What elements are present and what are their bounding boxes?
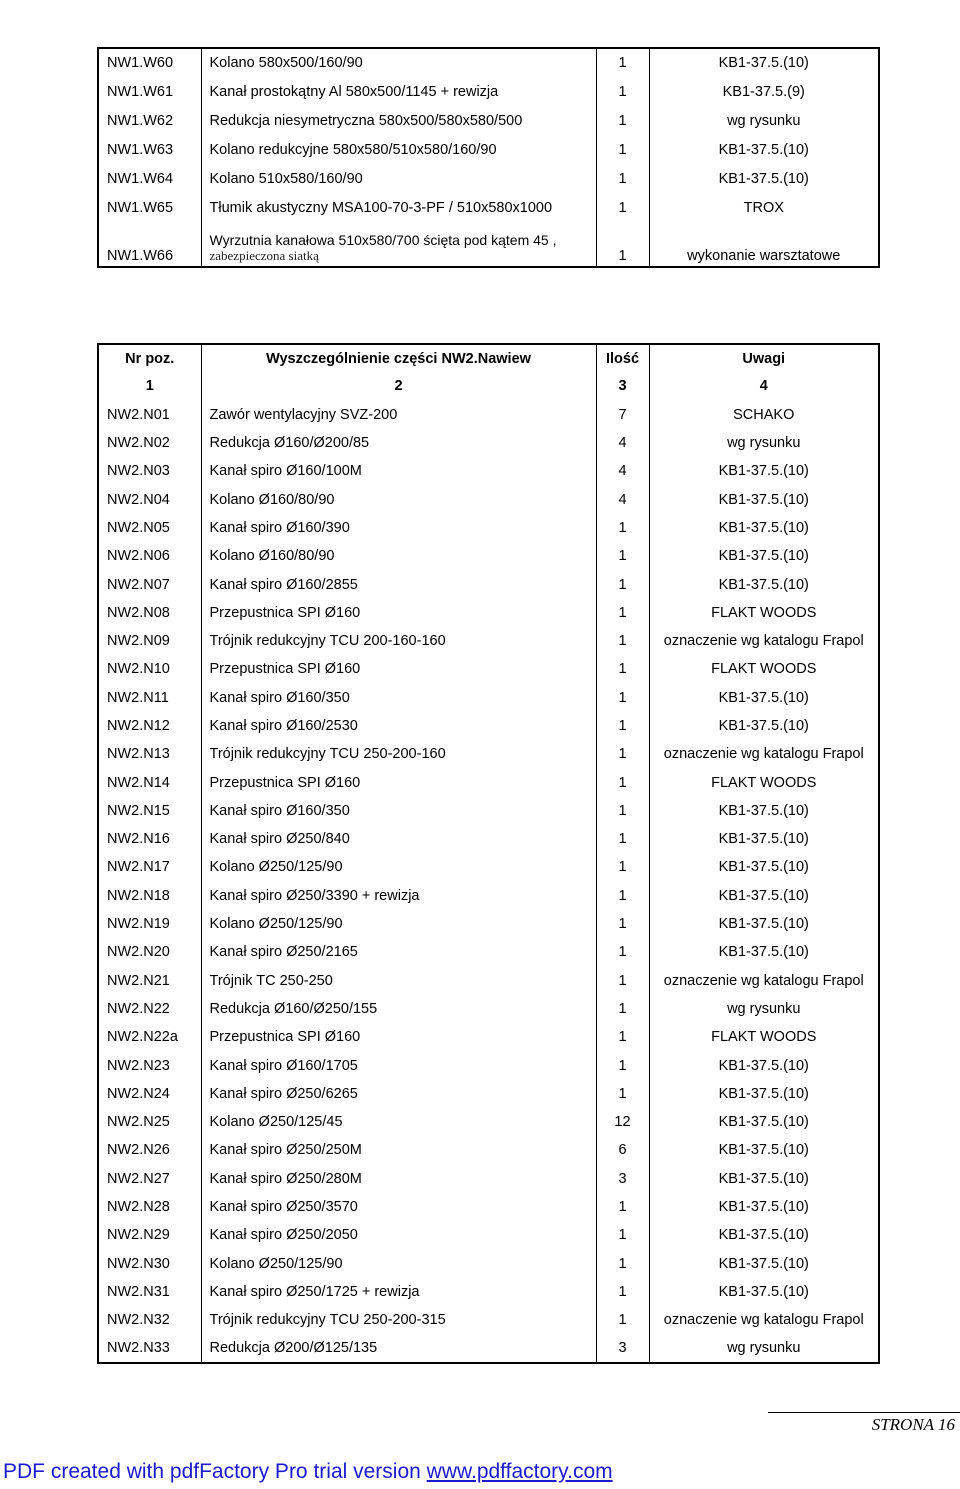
cell-nr: NW2.N32 <box>98 1306 201 1334</box>
cell-note: TROX <box>649 193 879 222</box>
cell-nr: NW2.N06 <box>98 542 201 570</box>
cell-nr: NW2.N31 <box>98 1278 201 1306</box>
cell-nr: NW2.N21 <box>98 967 201 995</box>
cell-note: KB1-37.5.(10) <box>649 1108 879 1136</box>
cell-note: KB1-37.5.(10) <box>649 1165 879 1193</box>
cell-nr: NW2.N01 <box>98 401 201 429</box>
cell-desc: Kanał spiro Ø160/2855 <box>201 570 596 598</box>
cell-note: FLAKT WOODS <box>649 1023 879 1051</box>
cell-qty: 3 <box>596 1334 649 1362</box>
cell-qty: 1 <box>596 712 649 740</box>
cell-nr: NW2.N19 <box>98 910 201 938</box>
cell-desc: Redukcja niesymetryczna 580x500/580x580/500 <box>201 106 596 135</box>
cell-note: KB1-37.5.(10) <box>649 882 879 910</box>
cell-qty: 1 <box>596 967 649 995</box>
cell-note: KB1-37.5.(10) <box>649 1136 879 1164</box>
cell-desc: Kolano Ø250/125/90 <box>201 910 596 938</box>
cell-desc: Kanał spiro Ø250/250M <box>201 1136 596 1164</box>
cell-qty: 1 <box>596 106 649 135</box>
colnum-1: 1 <box>98 372 201 400</box>
cell-nr: NW2.N20 <box>98 938 201 966</box>
cell-nr: NW2.N05 <box>98 514 201 542</box>
cell-nr: NW2.N28 <box>98 1193 201 1221</box>
cell-qty: 1 <box>596 627 649 655</box>
table-row <box>98 1136 879 1164</box>
cell-desc: Przepustnica SPI Ø160 <box>201 599 596 627</box>
cell-note: KB1-37.5.(10) <box>649 514 879 542</box>
cell-desc <box>201 222 596 267</box>
cell-note: KB1-37.5.(10) <box>649 825 879 853</box>
cell-note: FLAKT WOODS <box>649 655 879 683</box>
cell-qty: 1 <box>596 684 649 712</box>
cell-note: KB1-37.5.(10) <box>649 797 879 825</box>
cell-desc: Kolano Ø250/125/90 <box>201 1250 596 1278</box>
cell-desc: Kanał spiro Ø160/350 <box>201 797 596 825</box>
cell-nr: NW2.N13 <box>98 740 201 768</box>
cell-nr: NW2.N12 <box>98 712 201 740</box>
cell-nr: NW2.N23 <box>98 1051 201 1079</box>
page-number: STRONA 16 <box>871 1415 955 1434</box>
cell-qty: 1 <box>596 1221 649 1249</box>
header-qty: Ilość <box>596 344 649 372</box>
cell-note: KB1-37.5.(10) <box>649 1080 879 1108</box>
table-row <box>98 825 879 853</box>
cell-note: KB1-37.5.(10) <box>649 1278 879 1306</box>
table-header-row <box>98 344 879 372</box>
cell-nr: NW2.N24 <box>98 1080 201 1108</box>
cell-desc: Tłumik akustyczny MSA100-70-3-PF / 510x580x1000 <box>201 193 596 222</box>
cell-qty: 1 <box>596 222 649 267</box>
cell-qty: 4 <box>596 457 649 485</box>
cell-desc: Przepustnica SPI Ø160 <box>201 1023 596 1051</box>
cell-qty: 1 <box>596 1193 649 1221</box>
cell-nr: NW2.N02 <box>98 429 201 457</box>
cell-qty: 1 <box>596 1051 649 1079</box>
cell-note: wg rysunku <box>649 1334 879 1362</box>
cell-note: wykonanie warsztatowe <box>649 222 879 267</box>
cell-desc: Kanał spiro Ø160/350 <box>201 684 596 712</box>
cell-nr: NW2.N22a <box>98 1023 201 1051</box>
table-row <box>98 222 879 267</box>
cell-desc: Kanał spiro Ø160/390 <box>201 514 596 542</box>
cell-qty: 1 <box>596 1080 649 1108</box>
cell-nr: NW2.N30 <box>98 1250 201 1278</box>
table-row <box>98 1334 879 1362</box>
cell-qty: 1 <box>596 995 649 1023</box>
cell-qty: 1 <box>596 655 649 683</box>
table-row <box>98 797 879 825</box>
cell-nr: NW2.N04 <box>98 485 201 513</box>
cell-note: KB1-37.5.(10) <box>649 164 879 193</box>
table-row <box>98 882 879 910</box>
cell-note: KB1-37.5.(10) <box>649 853 879 881</box>
cell-desc: Kanał prostokątny Al 580x500/1145 + rewizja <box>201 77 596 106</box>
cell-nr: NW2.N26 <box>98 1136 201 1164</box>
table-row <box>98 1306 879 1334</box>
cell-qty: 4 <box>596 485 649 513</box>
cell-qty: 1 <box>596 797 649 825</box>
cell-desc: Trójnik TC 250-250 <box>201 967 596 995</box>
cell-qty: 3 <box>596 1165 649 1193</box>
table-row <box>98 164 879 193</box>
table-row <box>98 1278 879 1306</box>
header-note: Uwagi <box>649 344 879 372</box>
cell-qty: 1 <box>596 164 649 193</box>
pdf-watermark-text: PDF created with pdfFactory Pro trial version <box>3 1460 427 1483</box>
cell-nr: NW2.N29 <box>98 1221 201 1249</box>
cell-note: KB1-37.5.(10) <box>649 135 879 164</box>
cell-nr: NW2.N11 <box>98 684 201 712</box>
table-row <box>98 1221 879 1249</box>
cell-nr: NW1.W61 <box>98 77 201 106</box>
table-row <box>98 684 879 712</box>
cell-note: SCHAKO <box>649 401 879 429</box>
cell-desc: Kanał spiro Ø250/1725 + rewizja <box>201 1278 596 1306</box>
cell-note: FLAKT WOODS <box>649 768 879 796</box>
cell-qty: 1 <box>596 77 649 106</box>
cell-qty: 6 <box>596 1136 649 1164</box>
cell-qty: 7 <box>596 401 649 429</box>
cell-qty: 1 <box>596 1250 649 1278</box>
cell-nr: NW2.N10 <box>98 655 201 683</box>
table-row <box>98 514 879 542</box>
table-row <box>98 542 879 570</box>
cell-qty: 1 <box>596 740 649 768</box>
cell-desc: Kanał spiro Ø250/6265 <box>201 1080 596 1108</box>
header-nr: Nr poz. <box>98 344 201 372</box>
table-row <box>98 1080 879 1108</box>
table-row <box>98 106 879 135</box>
cell-nr: NW1.W65 <box>98 193 201 222</box>
cell-note: oznaczenie wg katalogu Frapol <box>649 627 879 655</box>
cell-note: KB1-37.5.(10) <box>649 48 879 77</box>
cell-qty: 4 <box>596 429 649 457</box>
cell-qty: 1 <box>596 48 649 77</box>
cell-nr: NW2.N15 <box>98 797 201 825</box>
cell-note: KB1-37.5.(10) <box>649 570 879 598</box>
cell-note: wg rysunku <box>649 429 879 457</box>
cell-desc: Kolano Ø250/125/45 <box>201 1108 596 1136</box>
cell-note: KB1-37.5.(10) <box>649 1193 879 1221</box>
cell-qty: 1 <box>596 514 649 542</box>
table-row <box>98 429 879 457</box>
table-row <box>98 740 879 768</box>
cell-qty: 1 <box>596 193 649 222</box>
cell-desc: Kanał spiro Ø250/2050 <box>201 1221 596 1249</box>
cell-qty: 1 <box>596 853 649 881</box>
pdf-watermark-link[interactable]: www.pdffactory.com <box>426 1460 613 1483</box>
cell-desc: Kanał spiro Ø160/100M <box>201 457 596 485</box>
cell-nr: NW2.N33 <box>98 1334 201 1362</box>
table-row <box>98 768 879 796</box>
cell-note: KB1-37.5.(9) <box>649 77 879 106</box>
table-row <box>98 1108 879 1136</box>
cell-nr: NW2.N27 <box>98 1165 201 1193</box>
table-row <box>98 627 879 655</box>
cell-nr: NW1.W60 <box>98 48 201 77</box>
cell-note: oznaczenie wg katalogu Frapol <box>649 740 879 768</box>
table-row <box>98 1051 879 1079</box>
cell-note: KB1-37.5.(10) <box>649 1250 879 1278</box>
pdf-watermark <box>3 1460 613 1484</box>
cell-desc: Zawór wentylacyjny SVZ-200 <box>201 401 596 429</box>
table-row <box>98 853 879 881</box>
table-row <box>98 485 879 513</box>
cell-note: KB1-37.5.(10) <box>649 938 879 966</box>
cell-nr: NW2.N16 <box>98 825 201 853</box>
cell-desc: Kanał spiro Ø250/840 <box>201 825 596 853</box>
table-row <box>98 1193 879 1221</box>
header-desc: Wyszczególnienie części NW2.Nawiew <box>201 344 596 372</box>
cell-qty: 12 <box>596 1108 649 1136</box>
cell-note: oznaczenie wg katalogu Frapol <box>649 1306 879 1334</box>
table-nw1-wywiew <box>97 47 880 268</box>
cell-desc: Redukcja Ø200/Ø125/135 <box>201 1334 596 1362</box>
cell-desc: Kolano Ø160/80/90 <box>201 485 596 513</box>
cell-qty: 1 <box>596 1306 649 1334</box>
cell-desc: Przepustnica SPI Ø160 <box>201 768 596 796</box>
cell-desc: Kolano 580x500/160/90 <box>201 48 596 77</box>
cell-desc: Kolano 510x580/160/90 <box>201 164 596 193</box>
table-row <box>98 1023 879 1051</box>
cell-note: KB1-37.5.(10) <box>649 542 879 570</box>
cell-note: KB1-37.5.(10) <box>649 1221 879 1249</box>
cell-qty: 1 <box>596 135 649 164</box>
table-row <box>98 712 879 740</box>
colnum-4: 4 <box>649 372 879 400</box>
cell-nr: NW1.W64 <box>98 164 201 193</box>
cell-desc: Trójnik redukcyjny TCU 250-200-315 <box>201 1306 596 1334</box>
cell-desc-line2: zabezpieczona siatką <box>209 248 319 263</box>
cell-qty: 1 <box>596 938 649 966</box>
cell-nr: NW2.N22 <box>98 995 201 1023</box>
cell-nr: NW2.N08 <box>98 599 201 627</box>
table-row <box>98 938 879 966</box>
cell-desc: Kanał spiro Ø160/2530 <box>201 712 596 740</box>
cell-qty: 1 <box>596 882 649 910</box>
cell-desc: Redukcja Ø160/Ø250/155 <box>201 995 596 1023</box>
cell-note: wg rysunku <box>649 106 879 135</box>
cell-desc: Kanał spiro Ø250/3570 <box>201 1193 596 1221</box>
cell-nr: NW1.W62 <box>98 106 201 135</box>
cell-note: KB1-37.5.(10) <box>649 457 879 485</box>
column-number-row <box>98 372 879 400</box>
cell-qty: 1 <box>596 542 649 570</box>
cell-qty: 1 <box>596 570 649 598</box>
cell-nr: NW2.N17 <box>98 853 201 881</box>
cell-nr: NW1.W66 <box>98 222 201 267</box>
cell-desc: Redukcja Ø160/Ø200/85 <box>201 429 596 457</box>
cell-nr: NW2.N14 <box>98 768 201 796</box>
cell-desc-line1: Wyrzutnia kanałowa 510x580/700 ścięta pod kątem 45 , <box>209 232 557 248</box>
cell-qty: 1 <box>596 825 649 853</box>
cell-desc: Kolano Ø160/80/90 <box>201 542 596 570</box>
table-row <box>98 1165 879 1193</box>
table-row <box>98 135 879 164</box>
cell-desc: Kolano Ø250/125/90 <box>201 853 596 881</box>
cell-nr: NW2.N25 <box>98 1108 201 1136</box>
table-row <box>98 48 879 77</box>
table-row <box>98 599 879 627</box>
cell-note: wg rysunku <box>649 995 879 1023</box>
cell-desc: Trójnik redukcyjny TCU 250-200-160 <box>201 740 596 768</box>
cell-nr: NW2.N07 <box>98 570 201 598</box>
cell-note: KB1-37.5.(10) <box>649 910 879 938</box>
cell-qty: 1 <box>596 1023 649 1051</box>
table-row <box>98 655 879 683</box>
cell-note: KB1-37.5.(10) <box>649 1051 879 1079</box>
cell-qty: 1 <box>596 1278 649 1306</box>
cell-qty: 1 <box>596 768 649 796</box>
table-row <box>98 910 879 938</box>
footer-rule <box>768 1412 960 1413</box>
cell-nr: NW2.N03 <box>98 457 201 485</box>
cell-note: KB1-37.5.(10) <box>649 485 879 513</box>
cell-desc: Kanał spiro Ø250/280M <box>201 1165 596 1193</box>
cell-note: KB1-37.5.(10) <box>649 712 879 740</box>
cell-nr: NW1.W63 <box>98 135 201 164</box>
colnum-2: 2 <box>201 372 596 400</box>
table-nw2-nawiew <box>97 343 880 1364</box>
cell-desc: Przepustnica SPI Ø160 <box>201 655 596 683</box>
cell-desc: Kolano redukcyjne 580x580/510x580/160/90 <box>201 135 596 164</box>
table-row <box>98 995 879 1023</box>
cell-note: KB1-37.5.(10) <box>649 684 879 712</box>
table-row <box>98 967 879 995</box>
cell-note: oznaczenie wg katalogu Frapol <box>649 967 879 995</box>
colnum-3: 3 <box>596 372 649 400</box>
table-row <box>98 77 879 106</box>
cell-nr: NW2.N18 <box>98 882 201 910</box>
table-row <box>98 570 879 598</box>
cell-qty: 1 <box>596 599 649 627</box>
cell-qty: 1 <box>596 910 649 938</box>
cell-desc: Kanał spiro Ø160/1705 <box>201 1051 596 1079</box>
table-row <box>98 1250 879 1278</box>
table-row <box>98 401 879 429</box>
cell-nr: NW2.N09 <box>98 627 201 655</box>
cell-desc: Kanał spiro Ø250/2165 <box>201 938 596 966</box>
table-row <box>98 193 879 222</box>
cell-desc: Kanał spiro Ø250/3390 + rewizja <box>201 882 596 910</box>
cell-note: FLAKT WOODS <box>649 599 879 627</box>
table-row <box>98 457 879 485</box>
cell-desc: Trójnik redukcyjny TCU 200-160-160 <box>201 627 596 655</box>
